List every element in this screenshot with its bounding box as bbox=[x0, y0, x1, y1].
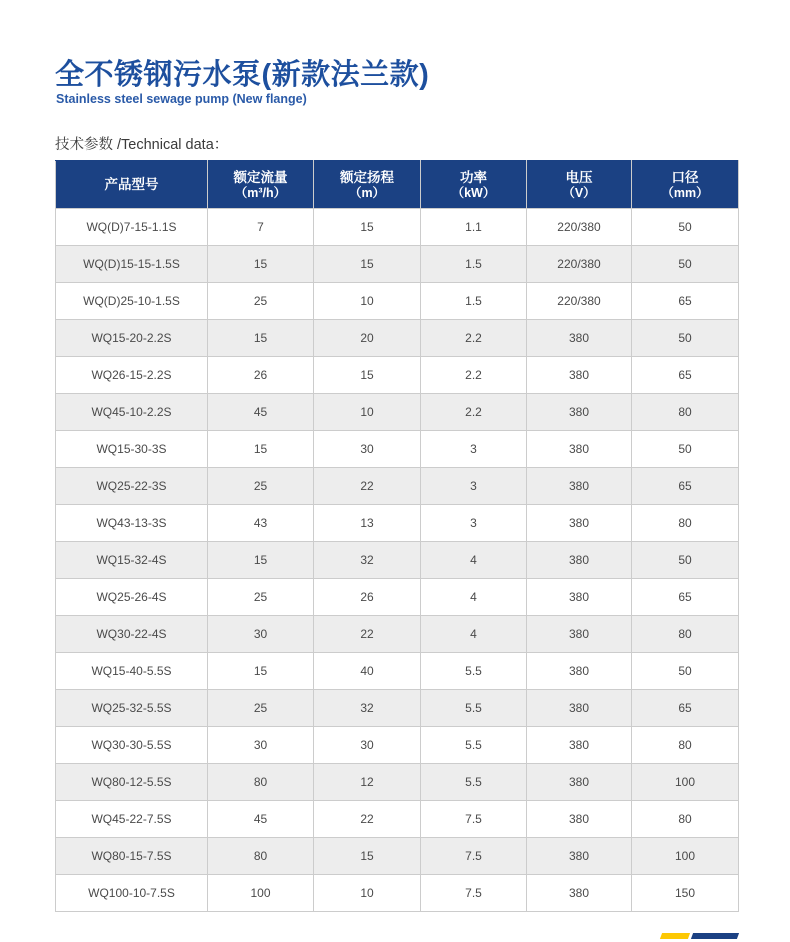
value-cell: 2.2 bbox=[421, 357, 527, 394]
value-cell: 12 bbox=[314, 764, 421, 801]
value-cell: 15 bbox=[208, 431, 314, 468]
value-cell: 22 bbox=[314, 616, 421, 653]
value-cell: 25 bbox=[208, 283, 314, 320]
value-cell: 380 bbox=[527, 838, 632, 875]
col-header-model bbox=[56, 161, 208, 209]
col-header-diameter bbox=[632, 161, 739, 209]
value-cell: 5.5 bbox=[421, 690, 527, 727]
value-cell: 220/380 bbox=[527, 283, 632, 320]
product-model-cell: WQ80-15-7.5S bbox=[56, 838, 208, 875]
col-header-label: 口径 bbox=[671, 169, 699, 185]
product-model-cell: WQ15-20-2.2S bbox=[56, 320, 208, 357]
value-cell: 80 bbox=[632, 505, 739, 542]
value-cell: 30 bbox=[208, 616, 314, 653]
col-header-voltage bbox=[527, 161, 632, 209]
value-cell: 80 bbox=[632, 394, 739, 431]
value-cell: 80 bbox=[208, 838, 314, 875]
value-cell: 26 bbox=[208, 357, 314, 394]
value-cell: 3 bbox=[421, 505, 527, 542]
value-cell: 32 bbox=[314, 542, 421, 579]
col-header-unit: （m³/h） bbox=[234, 185, 287, 200]
value-cell: 7 bbox=[208, 209, 314, 246]
value-cell: 25 bbox=[208, 690, 314, 727]
col-header-label: 功率 bbox=[460, 169, 487, 185]
product-model-cell: WQ(D)15-15-1.5S bbox=[56, 246, 208, 283]
value-cell: 22 bbox=[314, 468, 421, 505]
value-cell: 65 bbox=[632, 690, 739, 727]
product-model-cell: WQ100-10-7.5S bbox=[56, 875, 208, 912]
value-cell: 65 bbox=[632, 579, 739, 616]
value-cell: 25 bbox=[208, 468, 314, 505]
table-body bbox=[56, 209, 739, 912]
value-cell: 32 bbox=[314, 690, 421, 727]
value-cell: 30 bbox=[208, 727, 314, 764]
value-cell: 80 bbox=[632, 727, 739, 764]
col-header-unit: （V） bbox=[562, 185, 596, 200]
value-cell: 15 bbox=[314, 357, 421, 394]
col-header-unit: （kW） bbox=[451, 185, 496, 200]
table-row bbox=[56, 653, 739, 690]
value-cell: 65 bbox=[632, 468, 739, 505]
value-cell: 15 bbox=[314, 246, 421, 283]
col-header-label: 产品型号 bbox=[104, 177, 159, 192]
value-cell: 30 bbox=[314, 727, 421, 764]
col-header-power bbox=[421, 161, 527, 209]
value-cell: 3 bbox=[421, 468, 527, 505]
value-cell: 380 bbox=[527, 394, 632, 431]
value-cell: 380 bbox=[527, 579, 632, 616]
value-cell: 50 bbox=[632, 431, 739, 468]
value-cell: 1.5 bbox=[421, 246, 527, 283]
col-header-unit: （mm） bbox=[661, 185, 709, 200]
value-cell: 10 bbox=[314, 283, 421, 320]
table-row bbox=[56, 246, 739, 283]
value-cell: 43 bbox=[208, 505, 314, 542]
value-cell: 380 bbox=[527, 431, 632, 468]
value-cell: 380 bbox=[527, 727, 632, 764]
footer-yellow-parallelogram bbox=[660, 933, 690, 939]
table-row bbox=[56, 320, 739, 357]
value-cell: 15 bbox=[314, 209, 421, 246]
product-model-cell: WQ(D)7-15-1.1S bbox=[56, 209, 208, 246]
value-cell: 15 bbox=[208, 542, 314, 579]
page-title: 全不锈钢污水泵(新款法兰款) bbox=[55, 59, 430, 91]
value-cell: 100 bbox=[632, 764, 739, 801]
value-cell: 65 bbox=[632, 283, 739, 320]
value-cell: 7.5 bbox=[421, 801, 527, 838]
value-cell: 2.2 bbox=[421, 394, 527, 431]
value-cell: 100 bbox=[632, 838, 739, 875]
table-row bbox=[56, 764, 739, 801]
value-cell: 3 bbox=[421, 431, 527, 468]
product-model-cell: WQ43-13-3S bbox=[56, 505, 208, 542]
value-cell: 80 bbox=[632, 616, 739, 653]
table-row bbox=[56, 283, 739, 320]
value-cell: 220/380 bbox=[527, 209, 632, 246]
table-row bbox=[56, 838, 739, 875]
value-cell: 150 bbox=[632, 875, 739, 912]
value-cell: 7.5 bbox=[421, 838, 527, 875]
value-cell: 26 bbox=[314, 579, 421, 616]
col-header-flow bbox=[208, 161, 314, 209]
value-cell: 1.5 bbox=[421, 283, 527, 320]
col-header-head bbox=[314, 161, 421, 209]
table-row bbox=[56, 542, 739, 579]
technical-data-table bbox=[55, 160, 739, 912]
value-cell: 50 bbox=[632, 320, 739, 357]
footer-navy-parallelogram bbox=[691, 933, 739, 939]
table-row bbox=[56, 431, 739, 468]
value-cell: 380 bbox=[527, 875, 632, 912]
value-cell: 80 bbox=[208, 764, 314, 801]
table-row bbox=[56, 357, 739, 394]
table-header bbox=[56, 161, 739, 209]
value-cell: 380 bbox=[527, 801, 632, 838]
value-cell: 80 bbox=[632, 801, 739, 838]
value-cell: 100 bbox=[208, 875, 314, 912]
table-row bbox=[56, 801, 739, 838]
value-cell: 45 bbox=[208, 394, 314, 431]
value-cell: 380 bbox=[527, 505, 632, 542]
technical-data-label: 技术参数 /Technical data： bbox=[55, 137, 229, 153]
product-model-cell: WQ25-32-5.5S bbox=[56, 690, 208, 727]
value-cell: 65 bbox=[632, 357, 739, 394]
product-model-cell: WQ30-30-5.5S bbox=[56, 727, 208, 764]
value-cell: 2.2 bbox=[421, 320, 527, 357]
value-cell: 5.5 bbox=[421, 727, 527, 764]
col-header-label: 额定流量 bbox=[233, 169, 288, 185]
value-cell: 45 bbox=[208, 801, 314, 838]
value-cell: 4 bbox=[421, 542, 527, 579]
page-subtitle: Stainless steel sewage pump (New flange) bbox=[56, 92, 307, 106]
table-row bbox=[56, 727, 739, 764]
value-cell: 15 bbox=[314, 838, 421, 875]
value-cell: 10 bbox=[314, 394, 421, 431]
table-row bbox=[56, 875, 739, 912]
table-row bbox=[56, 579, 739, 616]
value-cell: 4 bbox=[421, 616, 527, 653]
product-model-cell: WQ15-40-5.5S bbox=[56, 653, 208, 690]
product-model-cell: WQ45-22-7.5S bbox=[56, 801, 208, 838]
product-model-cell: WQ80-12-5.5S bbox=[56, 764, 208, 801]
product-model-cell: WQ25-26-4S bbox=[56, 579, 208, 616]
value-cell: 50 bbox=[632, 209, 739, 246]
value-cell: 15 bbox=[208, 653, 314, 690]
table-row bbox=[56, 505, 739, 542]
value-cell: 380 bbox=[527, 653, 632, 690]
value-cell: 15 bbox=[208, 246, 314, 283]
value-cell: 5.5 bbox=[421, 764, 527, 801]
col-header-label: 额定扬程 bbox=[340, 169, 394, 185]
product-model-cell: WQ30-22-4S bbox=[56, 616, 208, 653]
value-cell: 30 bbox=[314, 431, 421, 468]
product-model-cell: WQ(D)25-10-1.5S bbox=[56, 283, 208, 320]
product-model-cell: WQ26-15-2.2S bbox=[56, 357, 208, 394]
value-cell: 1.1 bbox=[421, 209, 527, 246]
value-cell: 380 bbox=[527, 616, 632, 653]
value-cell: 50 bbox=[632, 653, 739, 690]
table-row bbox=[56, 690, 739, 727]
value-cell: 25 bbox=[208, 579, 314, 616]
value-cell: 380 bbox=[527, 320, 632, 357]
value-cell: 380 bbox=[527, 690, 632, 727]
value-cell: 220/380 bbox=[527, 246, 632, 283]
value-cell: 380 bbox=[527, 357, 632, 394]
value-cell: 20 bbox=[314, 320, 421, 357]
product-model-cell: WQ25-22-3S bbox=[56, 468, 208, 505]
value-cell: 50 bbox=[632, 246, 739, 283]
value-cell: 10 bbox=[314, 875, 421, 912]
value-cell: 380 bbox=[527, 542, 632, 579]
value-cell: 4 bbox=[421, 579, 527, 616]
table-row bbox=[56, 394, 739, 431]
product-model-cell: WQ45-10-2.2S bbox=[56, 394, 208, 431]
value-cell: 7.5 bbox=[421, 875, 527, 912]
value-cell: 40 bbox=[314, 653, 421, 690]
product-model-cell: WQ15-30-3S bbox=[56, 431, 208, 468]
value-cell: 15 bbox=[208, 320, 314, 357]
table-row bbox=[56, 209, 739, 246]
value-cell: 380 bbox=[527, 468, 632, 505]
value-cell: 22 bbox=[314, 801, 421, 838]
col-header-unit: （m） bbox=[348, 185, 386, 200]
table-header-row bbox=[56, 161, 739, 209]
col-header-label: 电压 bbox=[565, 169, 593, 185]
table-row bbox=[56, 616, 739, 653]
value-cell: 5.5 bbox=[421, 653, 527, 690]
product-model-cell: WQ15-32-4S bbox=[56, 542, 208, 579]
value-cell: 50 bbox=[632, 542, 739, 579]
table-row bbox=[56, 468, 739, 505]
value-cell: 380 bbox=[527, 764, 632, 801]
value-cell: 13 bbox=[314, 505, 421, 542]
